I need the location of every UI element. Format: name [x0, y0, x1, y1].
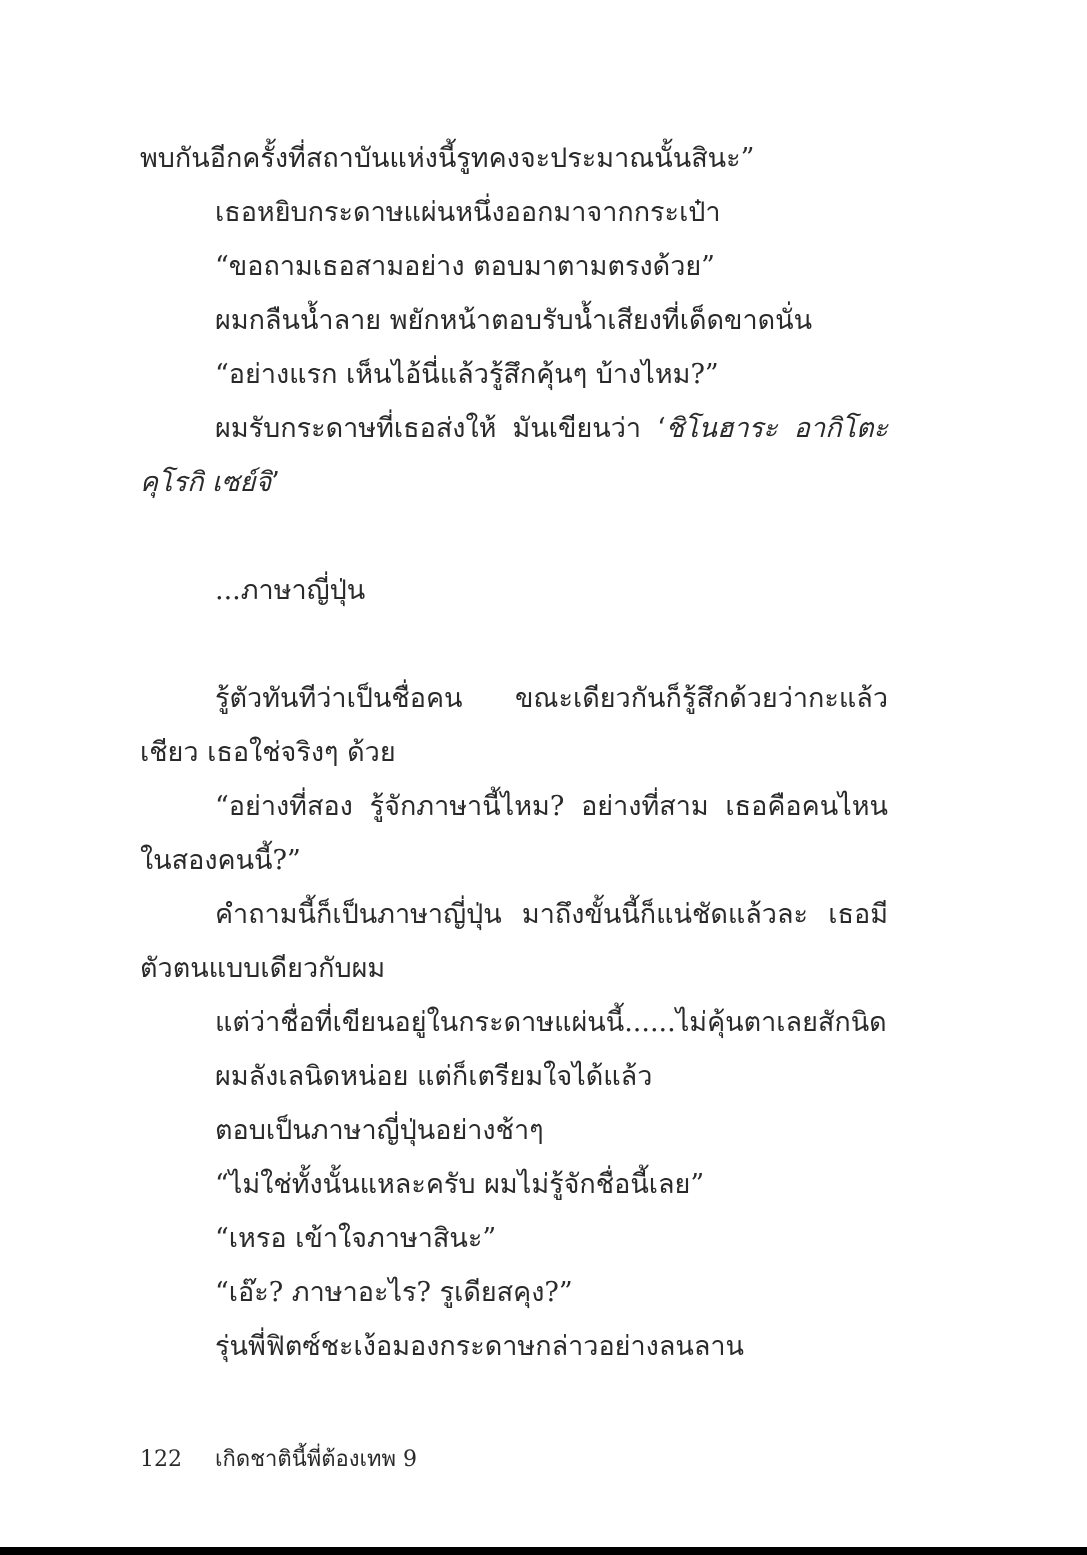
paragraph-3: “ขอถามเธอสามอย่าง ตอบมาตามตรงด้วย” [215, 251, 715, 282]
paragraph-16: “เอ๊ะ? ภาษาอะไร? รูเดียสคุง?” [215, 1277, 573, 1308]
paragraph-6-lead: ผมรับกระดาษที่เธอส่งให้ มันเขียนว่า ‘ [215, 413, 666, 444]
paragraph-17: รุ่นพี่ฟิตซ์ชะเง้อมองกระดาษกล่าวอย่างลนลาน [215, 1331, 744, 1362]
paragraph-8: รู้ตัวทันทีว่าเป็นชื่อคน ขณะเดียวกันก็รู้สึกด้วยว่ากะแล้วเชียว เธอใช่จริงๆ ด้วย [140, 683, 888, 768]
japanese-names: ชิโนฮาระ อากิโตะ คุโรกิ เซย์จิ [140, 413, 888, 498]
paragraph-15: “เหรอ เข้าใจภาษาสินะ” [215, 1223, 497, 1254]
paragraph-1: พบกันอีกครั้งที่สถาบันแห่งนี้รูทคงจะประมาณนั้นสินะ” [140, 143, 755, 174]
page-number: 122 [140, 1447, 182, 1472]
book-title: เกิดชาตินี้พี่ต้องเทพ 9 [215, 1447, 417, 1472]
paragraph-12: ผมลังเลนิดหน่อย แต่ก็เตรียมใจได้แล้ว [215, 1061, 653, 1092]
paragraph-7: ...ภาษาญี่ปุ่น [215, 575, 366, 606]
paragraph-11: แต่ว่าชื่อที่เขียนอยู่ในกระดาษแผ่นนี้......ไม่คุ้นตาเลยสักนิด [215, 1007, 887, 1038]
paragraph-4: ผมกลืนน้ำลาย พยักหน้าตอบรับน้ำเสียงที่เด็ดขาดนั่น [215, 305, 813, 336]
body-text [140, 132, 888, 1374]
page-footer [140, 1440, 417, 1480]
paragraph-9: “อย่างที่สอง รู้จักภาษานี้ไหม? อย่างที่สาม เธอคือคนไหนในสองคนนี้?” [140, 791, 888, 876]
paragraph-14: “ไม่ใช่ทั้งนั้นแหละครับ ผมไม่รู้จักชื่อนี้เลย” [215, 1169, 705, 1200]
blank-line [140, 618, 888, 672]
paragraph-5: “อย่างแรก เห็นไอ้นี่แล้วรู้สึกคุ้นๆ บ้างไหม?” [215, 359, 719, 390]
bottom-border [0, 1547, 1087, 1555]
paragraph-2: เธอหยิบกระดาษแผ่นหนึ่งออกมาจากกระเป๋า [215, 197, 721, 228]
paragraph-13: ตอบเป็นภาษาญี่ปุ่นอย่างช้าๆ [215, 1115, 544, 1146]
paragraph-6-tail: ’ [271, 467, 280, 498]
paragraph-6 [140, 402, 888, 510]
blank-line [140, 510, 888, 564]
paragraph-10: คำถามนี้ก็เป็นภาษาญี่ปุ่น มาถึงขั้นนี้ก็แน่ชัดแล้วละ เธอมีตัวตนแบบเดียวกับผม [140, 899, 888, 984]
